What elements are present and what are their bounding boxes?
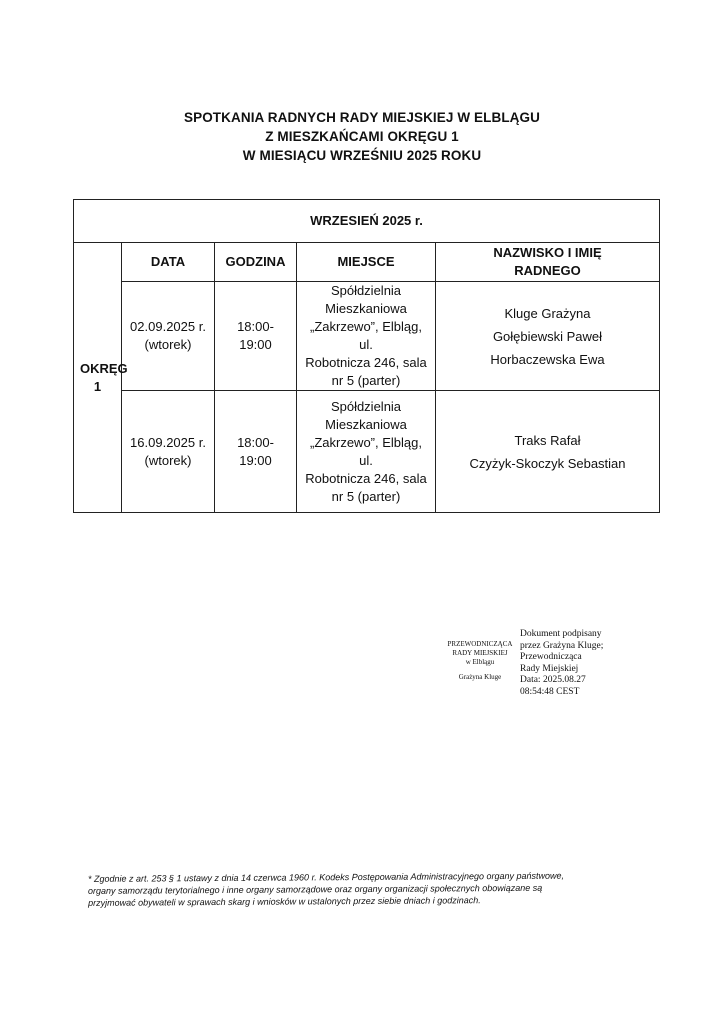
place-line: Spółdzielnia <box>330 283 402 298</box>
title-line-3: W MIESIĄCU WRZEŚNIU 2025 ROKU <box>242 148 482 163</box>
district-label: OKRĘG <box>80 360 128 376</box>
date-cell <box>122 282 215 391</box>
month-row <box>74 200 660 243</box>
names-cell <box>436 391 660 513</box>
signature-info-line: Dokument podpisany <box>520 629 602 639</box>
header-place: MIEJSCE <box>297 243 436 282</box>
table-row <box>74 391 660 513</box>
title-line-2: Z MIESZKAŃCAMI OKRĘGU 1 <box>265 129 459 144</box>
digital-signature-info <box>520 629 630 698</box>
place-line: „Zakrzewo”, Elbląg, ul. <box>310 434 422 468</box>
date-value: 16.09.2025 r. <box>130 434 206 450</box>
header-date: DATA <box>122 243 215 282</box>
place-cell <box>297 391 436 513</box>
place-line: Robotnicza 246, sala <box>305 355 427 370</box>
time-cell: 18:00-19:00 <box>215 391 297 513</box>
names-cell <box>436 282 660 391</box>
header-names-line-2: RADNEGO <box>514 263 581 278</box>
councillor-name: Traks Rafał <box>514 432 581 448</box>
stamp-line-2: RADY MIEJSKIEJ <box>452 649 508 657</box>
place-line: nr 5 (parter) <box>331 373 401 388</box>
signature-stamp <box>440 640 520 682</box>
table-row <box>74 282 660 391</box>
place-line: „Zakrzewo”, Elbląg, ul. <box>310 319 422 352</box>
signature-info-line: 08:54:48 CEST <box>520 686 580 697</box>
weekday-value: (wtorek) <box>144 337 192 352</box>
time-cell: 18:00-19:00 <box>215 282 297 391</box>
district-cell <box>74 243 128 513</box>
councillor-name: Czyżyk-Skoczyk Sebastian <box>469 455 626 471</box>
councillor-name: Horbaczewska Ewa <box>490 351 605 367</box>
header-time: GODZINA <box>215 243 297 282</box>
signature-info-line: Data: 2025.08.27 <box>520 675 586 685</box>
schedule-table <box>73 199 660 513</box>
stamp-line-1: PRZEWODNICZĄCA <box>447 640 513 648</box>
place-line: Spółdzielnia <box>330 398 402 414</box>
place-line: nr 5 (parter) <box>331 488 401 504</box>
footnote-line: organy samorządu terytorialnego i inne organy samorządowe oraz organy organizacji społecznych obowiązane są <box>87 882 543 896</box>
legal-footnote <box>88 869 638 909</box>
month-header: WRZESIEŃ 2025 r. <box>74 200 660 243</box>
footnote-line: * Zgodnie z art. 253 § 1 ustawy z dnia 14 czerwca 1960 r. Kodeks Postępowania Administracyjnego organy państwowe, <box>87 870 565 884</box>
place-line: Mieszkaniowa <box>325 416 407 432</box>
date-cell <box>122 391 215 513</box>
signature-info-line: Rady Miejskiej <box>520 663 579 674</box>
header-names <box>436 243 660 282</box>
councillor-name: Kluge Grażyna <box>504 305 591 321</box>
footnote-line: przyjmować obywateli w sprawach skarg i wniosków w ustalonych przez siebie dniach i godzinach. <box>88 895 481 908</box>
place-line: Robotnicza 246, sala <box>305 470 427 486</box>
stamp-line-3: w Elblągu <box>465 658 495 666</box>
header-row <box>74 243 660 282</box>
date-value: 02.09.2025 r. <box>130 319 206 334</box>
header-names-line-1: NAZWISKO I IMIĘ <box>493 245 602 260</box>
councillor-name: Gołębiewski Paweł <box>492 328 603 344</box>
district-number: 1 <box>93 378 102 394</box>
weekday-value: (wtorek) <box>144 452 192 468</box>
place-cell <box>297 282 436 391</box>
signature-info-line: przez Grażyna Kluge; <box>520 640 604 651</box>
document-title <box>0 108 724 165</box>
place-line: Mieszkaniowa <box>325 301 407 316</box>
stamp-name: Grażyna Kluge <box>458 673 502 681</box>
signature-info-line: Przewodnicząca <box>520 652 582 662</box>
title-line-1: SPOTKANIA RADNYCH RADY MIEJSKIEJ W ELBLĄGU <box>184 110 540 125</box>
